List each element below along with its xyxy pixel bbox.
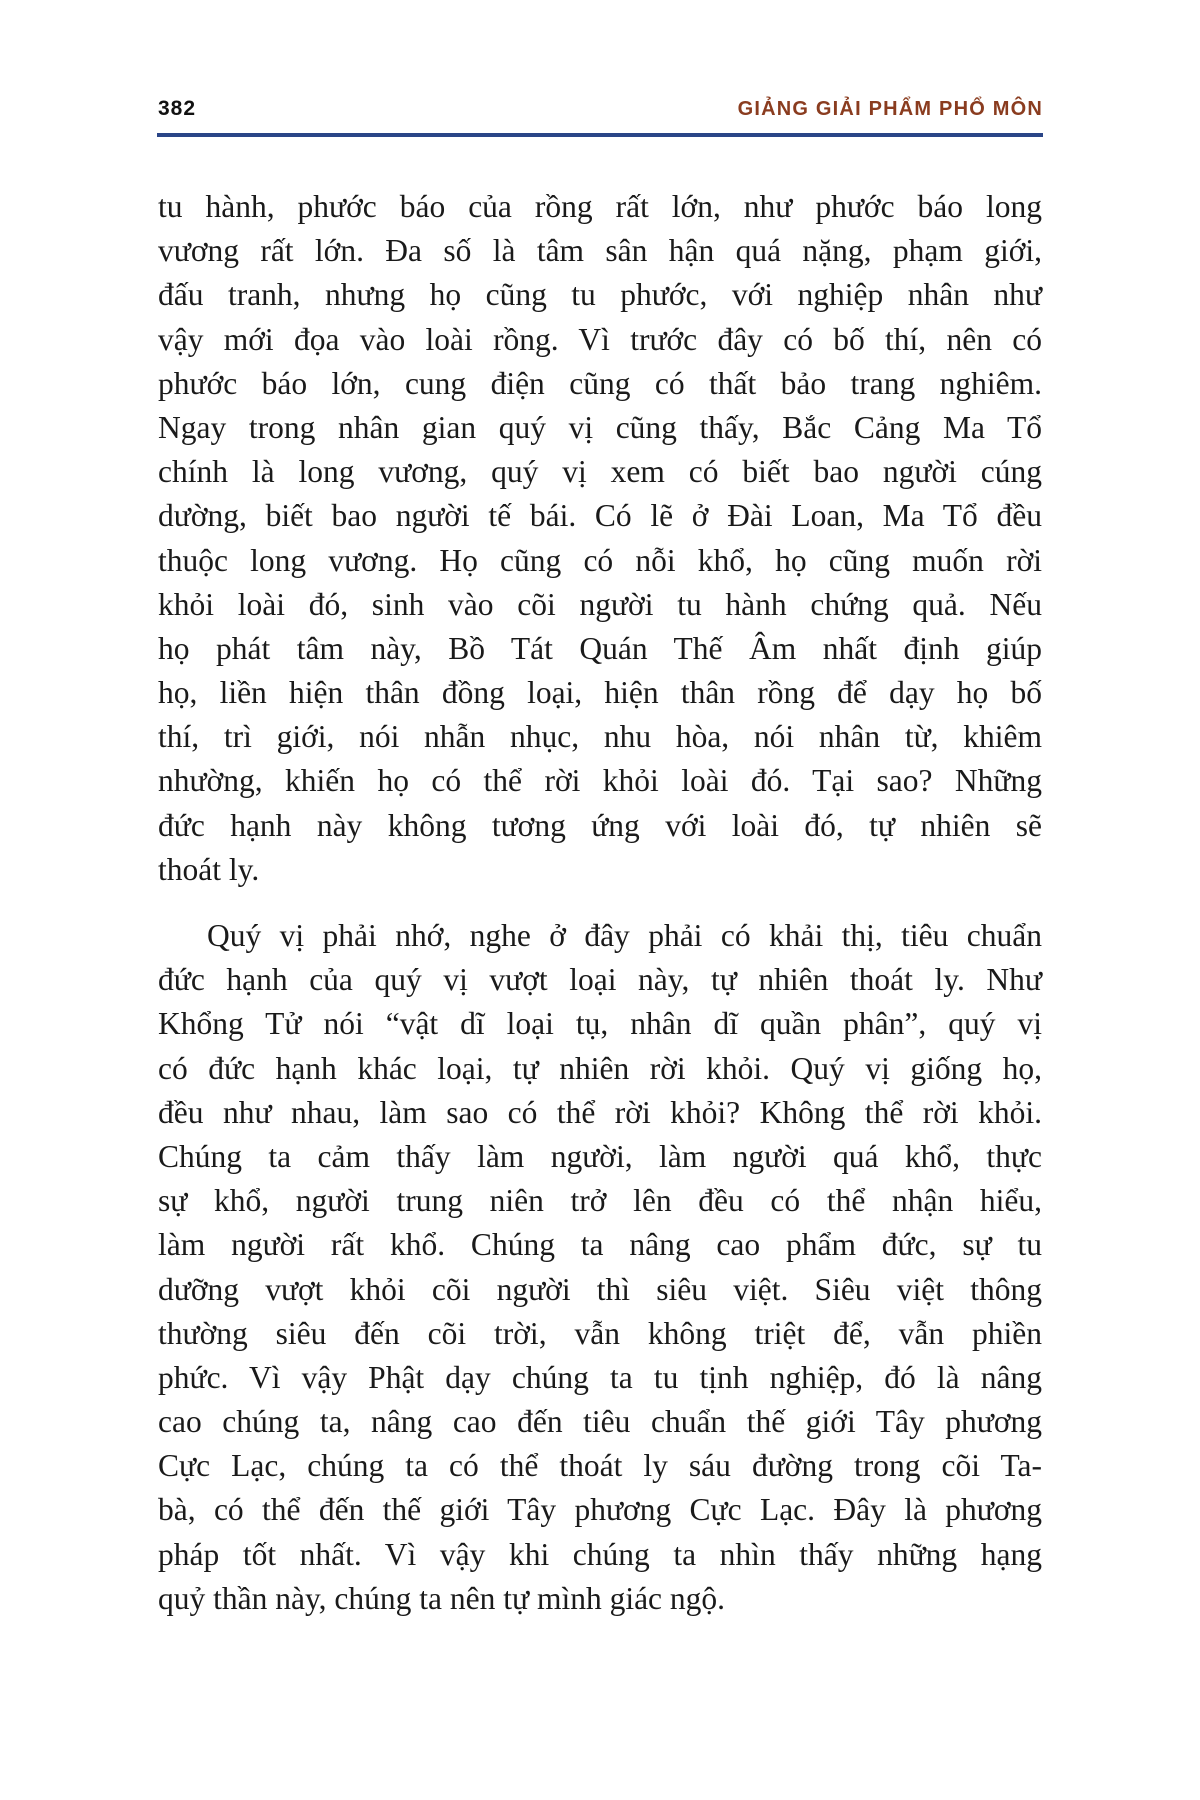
text-line: họ, liền hiện thân đồng loại, hiện thân rồng để dạy họ bố	[158, 675, 1042, 711]
page-number: 382	[158, 97, 197, 120]
text-line: có đức hạnh khác loại, tự nhiên rời khỏi. Quý vị giống họ,	[158, 1050, 1042, 1086]
text-line: đấu tranh, nhưng họ cũng tu phước, với nghiệp nhân như	[158, 277, 1042, 313]
text-line: thoát ly.	[158, 851, 260, 887]
text-line: nhường, khiến họ có thể rời khỏi loài đó. Tại sao? Những	[158, 763, 1042, 799]
text-line: pháp tốt nhất. Vì vậy khi chúng ta nhìn thấy những hạng	[158, 1536, 1042, 1572]
text-line: dường, biết bao người tế bái. Có lẽ ở Đài Loan, Ma Tổ đều	[158, 498, 1042, 534]
text-line: Chúng ta cảm thấy làm người, làm người quá khổ, thực	[158, 1138, 1042, 1174]
paragraph	[158, 185, 1042, 892]
text-line: thuộc long vương. Họ cũng có nỗi khổ, họ cũng muốn rời	[158, 542, 1042, 578]
text-line: làm người rất khổ. Chúng ta nâng cao phẩm đức, sự tu	[158, 1227, 1042, 1263]
header-rule	[157, 133, 1043, 137]
text-line: đều như nhau, làm sao có thể rời khỏi? Không thể rời khỏi.	[158, 1094, 1042, 1130]
text-line: tu hành, phước báo của rồng rất lớn, như phước báo long	[158, 189, 1042, 224]
text-line: cao chúng ta, nâng cao đến tiêu chuẩn thế giới Tây phương	[158, 1404, 1042, 1440]
text-line: bà, có thể đến thế giới Tây phương Cực Lạc. Đây là phương	[158, 1492, 1042, 1528]
body-text	[158, 185, 1042, 1621]
text-line: đức hạnh của quý vị vượt loại này, tự nhiên thoát ly. Như	[158, 962, 1042, 998]
text-line: khỏi loài đó, sinh vào cõi người tu hành chứng quả. Nếu	[158, 586, 1042, 622]
paragraph	[158, 914, 1042, 1621]
text-line: chính là long vương, quý vị xem có biết bao người cúng	[158, 454, 1042, 490]
text-line: sự khổ, người trung niên trở lên đều có thể nhận hiểu,	[158, 1183, 1042, 1219]
text-line: Khổng Tử nói “vật dĩ loại tụ, nhân dĩ quần phân”, quý vị	[158, 1006, 1042, 1042]
text-line: vương rất lớn. Đa số là tâm sân hận quá nặng, phạm giới,	[158, 233, 1042, 269]
text-line: quỷ thần này, chúng ta nên tự mình giác ngộ.	[158, 1580, 726, 1616]
text-line: phước báo lớn, cung điện cũng có thất bảo trang nghiêm.	[158, 365, 1042, 401]
text-line: họ phát tâm này, Bồ Tát Quán Thế Âm nhất định giúp	[158, 630, 1042, 666]
page-header	[157, 96, 1043, 122]
text-line: đức hạnh này không tương ứng với loài đó, tự nhiên sẽ	[158, 807, 1042, 843]
text-line: phức. Vì vậy Phật dạy chúng ta tu tịnh nghiệp, đó là nâng	[158, 1359, 1042, 1395]
text-line: dưỡng vượt khỏi cõi người thì siêu việt. Siêu việt thông	[158, 1271, 1042, 1307]
text-line: Quý vị phải nhớ, nghe ở đây phải có khải thị, tiêu chuẩn	[207, 918, 1042, 953]
text-line: thường siêu đến cõi trời, vẫn không triệt để, vẫn phiền	[158, 1315, 1042, 1351]
text-line: Cực Lạc, chúng ta có thể thoát ly sáu đường trong cõi Ta-	[158, 1448, 1042, 1484]
text-line: Ngay trong nhân gian quý vị cũng thấy, Bắc Cảng Ma Tổ	[158, 409, 1042, 445]
running-title: GIẢNG GIẢI PHẨM PHỔ MÔN	[737, 98, 1043, 120]
text-line: thí, trì giới, nói nhẫn nhục, nhu hòa, nói nhân từ, khiêm	[158, 719, 1042, 755]
text-line: vậy mới đọa vào loài rồng. Vì trước đây có bố thí, nên có	[158, 321, 1042, 357]
